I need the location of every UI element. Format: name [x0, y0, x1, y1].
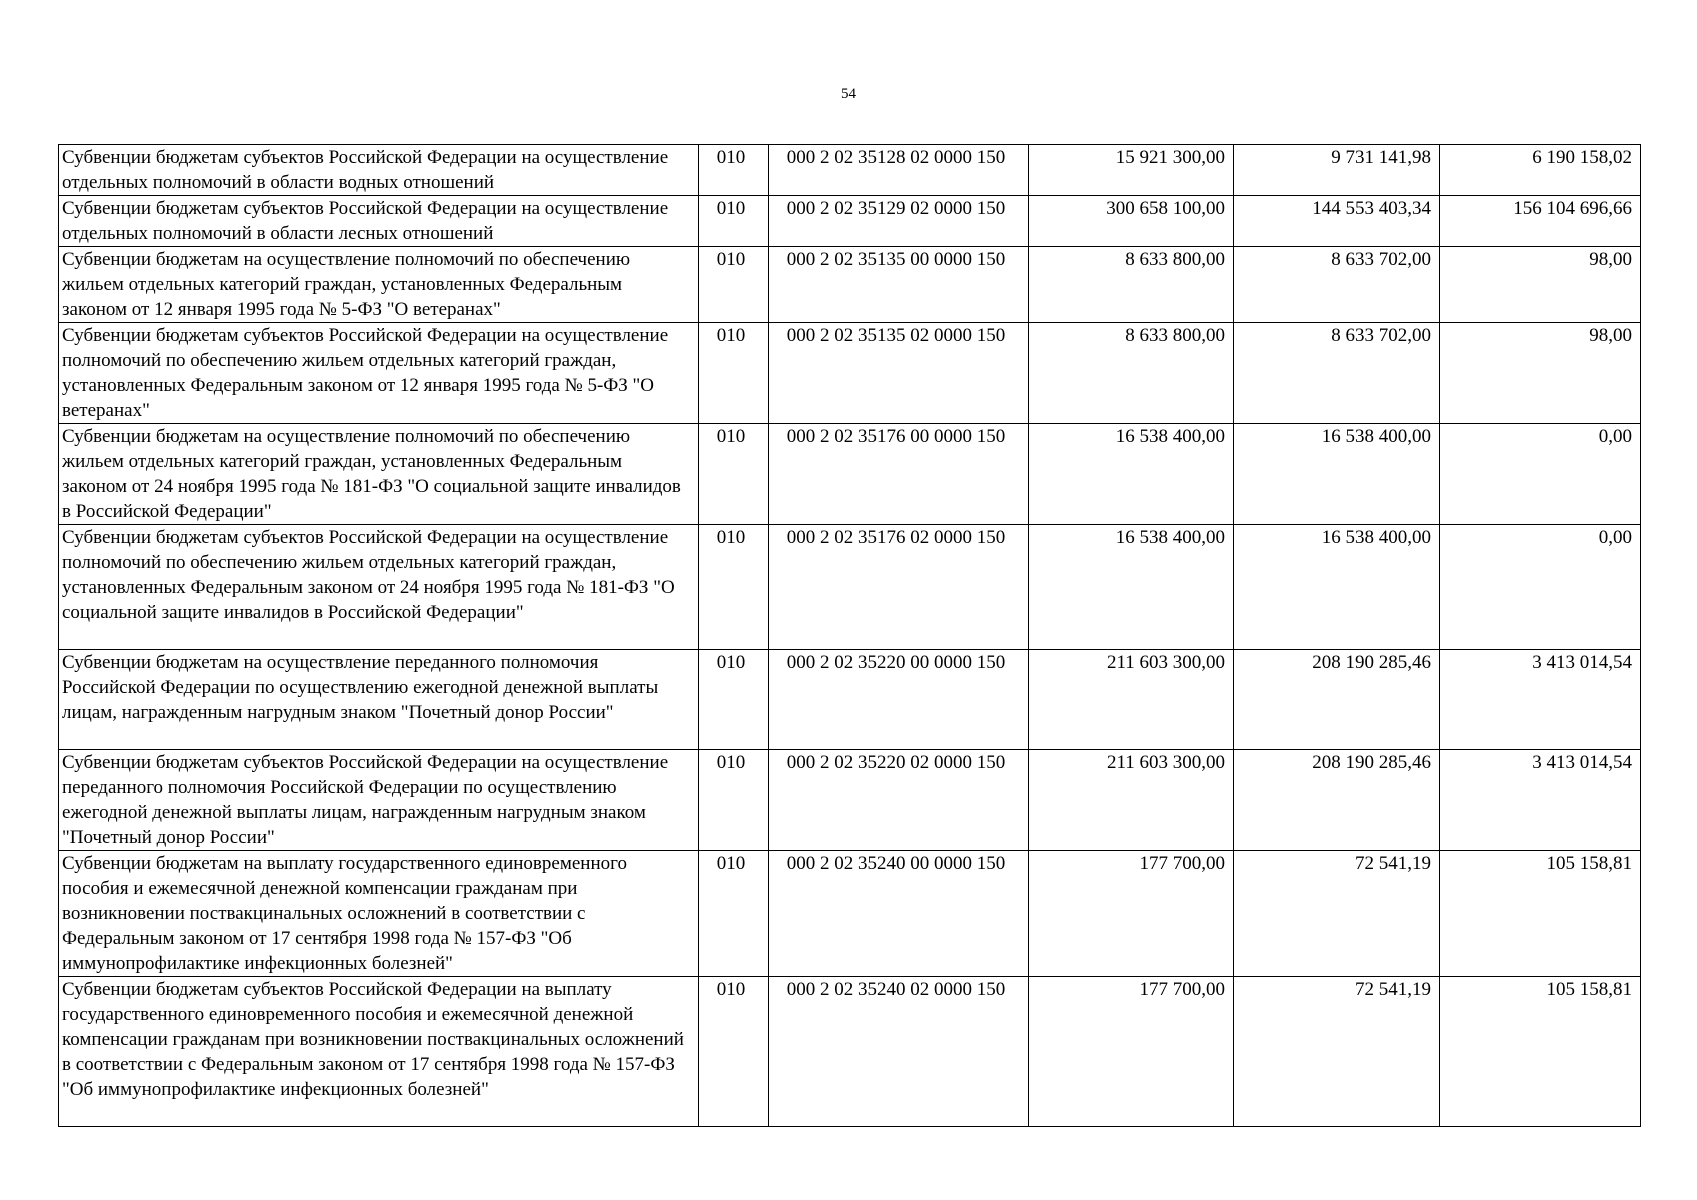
row-executed-amount: 208 190 285,46 [1234, 750, 1440, 851]
row-description: Субвенции бюджетам субъектов Российской Федерации на осуществление полномочий по обеспечению жильем отдельных категорий граждан, установленных Федеральным законом от 24 ноября 1995 года № 181-ФЗ "О социальной защите инвалидов в Российской Федерации" [59, 525, 699, 650]
row-admin-code: 010 [699, 424, 769, 525]
row-admin-code: 010 [699, 247, 769, 323]
row-approved-amount: 300 658 100,00 [1029, 196, 1234, 247]
row-unexecuted-amount: 105 158,81 [1440, 977, 1641, 1127]
row-description: Субвенции бюджетам субъектов Российской Федерации на осуществление отдельных полномочий в области водных отношений [59, 145, 699, 196]
row-admin-code: 010 [699, 650, 769, 750]
row-executed-amount: 9 731 141,98 [1234, 145, 1440, 196]
table-row [59, 196, 1641, 247]
row-budget-class-code: 000 2 02 35176 00 0000 150 [769, 424, 1029, 525]
row-unexecuted-amount: 156 104 696,66 [1440, 196, 1641, 247]
row-executed-amount: 8 633 702,00 [1234, 247, 1440, 323]
revenue-table [58, 144, 1641, 1127]
row-budget-class-code: 000 2 02 35176 02 0000 150 [769, 525, 1029, 650]
row-budget-class-code: 000 2 02 35240 02 0000 150 [769, 977, 1029, 1127]
row-approved-amount: 8 633 800,00 [1029, 323, 1234, 424]
row-executed-amount: 72 541,19 [1234, 977, 1440, 1127]
row-budget-class-code: 000 2 02 35135 02 0000 150 [769, 323, 1029, 424]
row-unexecuted-amount: 105 158,81 [1440, 851, 1641, 977]
row-description: Субвенции бюджетам субъектов Российской Федерации на осуществление полномочий по обеспечению жильем отдельных категорий граждан, установленных Федеральным законом от 12 января 1995 года № 5-ФЗ "О ветеранах" [59, 323, 699, 424]
row-admin-code: 010 [699, 750, 769, 851]
row-budget-class-code: 000 2 02 35128 02 0000 150 [769, 145, 1029, 196]
row-description: Субвенции бюджетам на осуществление переданного полномочия Российской Федерации по осуществлению ежегодной денежной выплаты лицам, награжденным нагрудным знаком "Почетный донор России" [59, 650, 699, 750]
row-admin-code: 010 [699, 851, 769, 977]
row-executed-amount: 8 633 702,00 [1234, 323, 1440, 424]
row-description: Субвенции бюджетам на осуществление полномочий по обеспечению жильем отдельных категорий граждан, установленных Федеральным законом от 12 января 1995 года № 5-ФЗ "О ветеранах" [59, 247, 699, 323]
row-approved-amount: 15 921 300,00 [1029, 145, 1234, 196]
row-budget-class-code: 000 2 02 35220 02 0000 150 [769, 750, 1029, 851]
row-approved-amount: 177 700,00 [1029, 977, 1234, 1127]
row-admin-code: 010 [699, 323, 769, 424]
row-unexecuted-amount: 98,00 [1440, 247, 1641, 323]
row-unexecuted-amount: 98,00 [1440, 323, 1641, 424]
row-executed-amount: 16 538 400,00 [1234, 424, 1440, 525]
row-description: Субвенции бюджетам субъектов Российской Федерации на осуществление переданного полномочия Российской Федерации по осуществлению ежегодной денежной выплаты лицам, награжденным нагрудным знаком "Почетный донор России" [59, 750, 699, 851]
row-admin-code: 010 [699, 977, 769, 1127]
table-row [59, 424, 1641, 525]
row-approved-amount: 211 603 300,00 [1029, 650, 1234, 750]
table-row [59, 247, 1641, 323]
row-executed-amount: 16 538 400,00 [1234, 525, 1440, 650]
row-executed-amount: 72 541,19 [1234, 851, 1440, 977]
table-row [59, 145, 1641, 196]
table-row [59, 525, 1641, 650]
table-row [59, 977, 1641, 1127]
row-description: Субвенции бюджетам субъектов Российской Федерации на выплату государственного единовременного пособия и ежемесячной денежной компенсации гражданам при возникновении поствакцинальных осложнений в соответствии с Федеральным законом от 17 сентября 1998 года № 157-ФЗ "Об иммунопрофилактике инфекционных болезней" [59, 977, 699, 1127]
row-executed-amount: 208 190 285,46 [1234, 650, 1440, 750]
row-description: Субвенции бюджетам субъектов Российской Федерации на осуществление отдельных полномочий в области лесных отношений [59, 196, 699, 247]
row-approved-amount: 16 538 400,00 [1029, 525, 1234, 650]
table-row [59, 750, 1641, 851]
row-admin-code: 010 [699, 196, 769, 247]
row-budget-class-code: 000 2 02 35240 00 0000 150 [769, 851, 1029, 977]
row-admin-code: 010 [699, 145, 769, 196]
row-budget-class-code: 000 2 02 35129 02 0000 150 [769, 196, 1029, 247]
row-unexecuted-amount: 3 413 014,54 [1440, 750, 1641, 851]
table-row [59, 851, 1641, 977]
row-approved-amount: 211 603 300,00 [1029, 750, 1234, 851]
row-approved-amount: 16 538 400,00 [1029, 424, 1234, 525]
row-approved-amount: 177 700,00 [1029, 851, 1234, 977]
row-unexecuted-amount: 0,00 [1440, 424, 1641, 525]
row-admin-code: 010 [699, 525, 769, 650]
row-budget-class-code: 000 2 02 35135 00 0000 150 [769, 247, 1029, 323]
table-row [59, 323, 1641, 424]
page-number: 54 [841, 86, 856, 102]
row-unexecuted-amount: 3 413 014,54 [1440, 650, 1641, 750]
table-row [59, 650, 1641, 750]
row-description: Субвенции бюджетам на выплату государственного единовременного пособия и ежемесячной денежной компенсации гражданам при возникновении поствакцинальных осложнений в соответствии с Федеральным законом от 17 сентября 1998 года № 157-ФЗ "Об иммунопрофилактике инфекционных болезней" [59, 851, 699, 977]
row-unexecuted-amount: 0,00 [1440, 525, 1641, 650]
row-unexecuted-amount: 6 190 158,02 [1440, 145, 1641, 196]
row-approved-amount: 8 633 800,00 [1029, 247, 1234, 323]
row-budget-class-code: 000 2 02 35220 00 0000 150 [769, 650, 1029, 750]
row-description: Субвенции бюджетам на осуществление полномочий по обеспечению жильем отдельных категорий граждан, установленных Федеральным законом от 24 ноября 1995 года № 181-ФЗ "О социальной защите инвалидов в Российской Федерации" [59, 424, 699, 525]
row-executed-amount: 144 553 403,34 [1234, 196, 1440, 247]
